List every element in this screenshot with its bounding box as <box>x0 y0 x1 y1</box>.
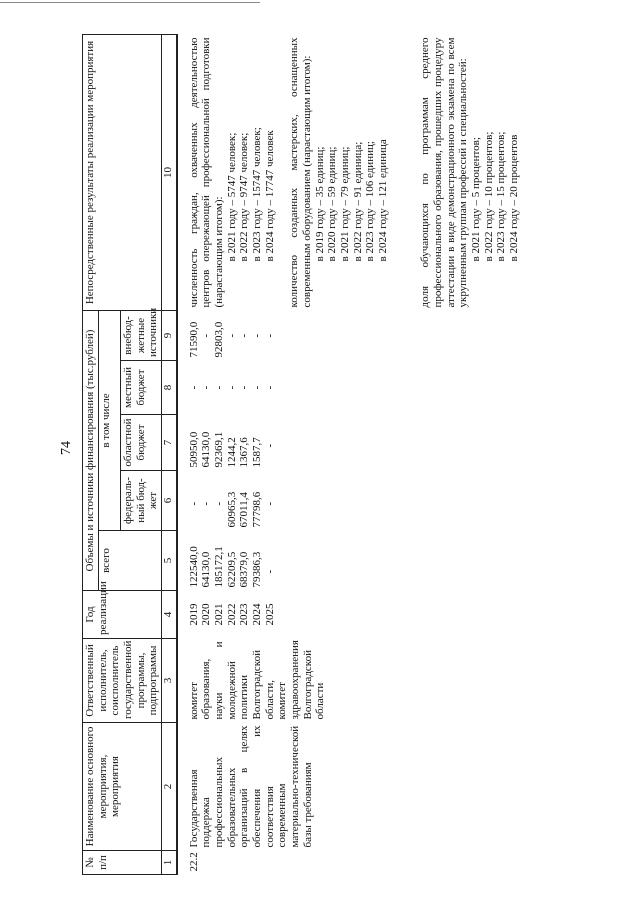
header-total: всего <box>98 531 161 591</box>
local-cell: - <box>263 385 276 390</box>
result-3-item: в 2024 году – 20 процентов <box>507 134 520 262</box>
regional-cell: 64130,0 <box>200 431 213 468</box>
row-results <box>177 34 522 310</box>
federal-cell: - <box>263 501 276 506</box>
result-3-intro: доля обучающихся по программам среднего профессионального образования, прошедших процедуру аттестации в виде демонстрационного экзамена по всем укрупненным группам профессий и специальностей: <box>419 37 470 308</box>
total-cell: 68379,0 <box>238 551 251 588</box>
row-extra <box>177 310 522 360</box>
result-1-item: в 2021 году – 5747 человек; <box>225 132 238 262</box>
col-number: 6 <box>161 471 177 531</box>
result-2-item: в 2022 году – 91 единица; <box>351 141 364 262</box>
col-number: 2 <box>161 723 177 851</box>
header-num: № п/п <box>83 851 162 875</box>
extra-cell: - <box>251 333 264 338</box>
regional-cell: - <box>263 443 276 448</box>
header-results: Непосредственные результаты реализации мероприятия <box>83 34 162 310</box>
col-number: 7 <box>161 415 177 471</box>
col-number: 9 <box>161 310 177 360</box>
extra-cell: - <box>225 333 238 338</box>
header-year: Год реализации <box>83 591 162 639</box>
extra-cell: 71590,0 <box>187 321 200 358</box>
local-cell: - <box>187 385 200 390</box>
result-1-item: в 2023 году – 15747 человек; <box>251 127 264 262</box>
result-3-item: в 2021 году – 5 процентов; <box>470 137 483 262</box>
header-responsible: Ответственный исполнитель, соисполнитель государственной программы, подпрограммы <box>83 639 162 723</box>
local-cell: - <box>251 385 264 390</box>
total-cell: 122540,0 <box>187 546 200 588</box>
header-funding: Объемы и источники финансирования (тыс.рублей) <box>83 310 99 590</box>
regional-cell: 50950,0 <box>187 431 200 468</box>
col-number: 3 <box>161 639 177 723</box>
federal-cell: 60965,3 <box>225 491 238 528</box>
table-row <box>177 34 522 874</box>
header-regional: областной бюджет <box>120 415 161 471</box>
local-cell: - <box>213 385 226 390</box>
result-1-intro: численность граждан, охваченных деятельностью центров опережающей профессиональной подготовки (нарастающим итогом): <box>187 37 226 308</box>
result-1-item: в 2022 году – 9747 человек; <box>238 132 251 262</box>
page-number: 74 <box>59 441 74 455</box>
total-cell: 64130,0 <box>200 551 213 588</box>
header-name: Наименование основного мероприятия, мероприятия <box>83 723 162 851</box>
regional-cell: 92369,1 <box>213 431 226 468</box>
year-cell: 2021 <box>213 603 226 626</box>
row-federal <box>177 471 522 531</box>
extra-cell: - <box>263 333 276 338</box>
total-cell: - <box>263 569 276 574</box>
row-responsible: комитет образования, науки и молодежной политики Волгоградской области, комитет здравоохранения Волгоградской области <box>187 640 327 720</box>
result-2-item: в 2020 году – 59 единиц; <box>326 146 339 262</box>
local-cell: - <box>238 385 251 390</box>
row-name: Государственная поддержка профессиональных образовательных организаций в целях обеспечения их соответствия современным материально-технической базы требованиям <box>187 725 314 848</box>
col-number: 1 <box>161 851 177 875</box>
regional-cell: 1244,2 <box>225 437 238 468</box>
total-cell: 185172,1 <box>213 546 226 588</box>
result-2-item: в 2024 году – 121 единица <box>376 139 389 262</box>
rotated-table-page <box>82 35 637 875</box>
federal-cell: - <box>187 501 200 506</box>
header-federal: федераль-ный бюд-жет <box>120 471 161 531</box>
local-cell: - <box>200 385 213 390</box>
total-cell: 62209,5 <box>225 551 238 588</box>
year-cell: 2025 <box>263 603 276 626</box>
total-cell: 79386,3 <box>251 551 264 588</box>
regional-cell: 1367,6 <box>238 437 251 468</box>
col-number: 8 <box>161 361 177 415</box>
result-2-item: в 2019 году – 35 единиц; <box>313 146 326 262</box>
header-extra: внебюд-жетные источники <box>120 310 161 360</box>
federal-cell: - <box>200 501 213 506</box>
header-incl: в том числе <box>98 310 120 530</box>
federal-cell: 67011,4 <box>238 492 251 528</box>
row-number: 22.2 <box>187 852 200 872</box>
result-1-item: в 2024 году – 17747 человек <box>263 130 276 262</box>
year-cell: 2023 <box>238 603 251 626</box>
federal-cell: 77798,6 <box>251 491 264 528</box>
result-2-intro: количество созданных мастерских, оснащенных современным оборудованием (нарастающим итогом): <box>288 37 313 308</box>
result-3-item: в 2022 году – 10 процентов; <box>482 131 495 262</box>
row-regional <box>177 415 522 471</box>
column-number-row <box>161 34 177 874</box>
extra-cell: - <box>238 333 251 338</box>
row-local <box>177 361 522 415</box>
row-years <box>177 591 522 639</box>
extra-cell: 92803,0 <box>213 321 226 358</box>
col-number: 4 <box>161 591 177 639</box>
program-table <box>82 34 522 875</box>
federal-cell: - <box>213 501 226 506</box>
result-3-item: в 2023 году – 15 процентов; <box>495 131 508 262</box>
year-cell: 2019 <box>187 603 200 626</box>
result-2-item: в 2023 году – 106 единиц; <box>364 141 377 262</box>
header-local: местный бюджет <box>120 361 161 415</box>
col-number: 5 <box>161 531 177 591</box>
regional-cell: 1587,7 <box>251 437 264 468</box>
year-cell: 2020 <box>200 603 213 626</box>
scan-edge-line <box>0 2 260 3</box>
year-cell: 2022 <box>225 603 238 626</box>
local-cell: - <box>225 385 238 390</box>
col-number: 10 <box>161 34 177 310</box>
extra-cell: - <box>200 333 213 338</box>
year-cell: 2024 <box>251 603 264 626</box>
result-2-item: в 2021 году – 79 единиц; <box>338 146 351 262</box>
row-total <box>177 531 522 591</box>
